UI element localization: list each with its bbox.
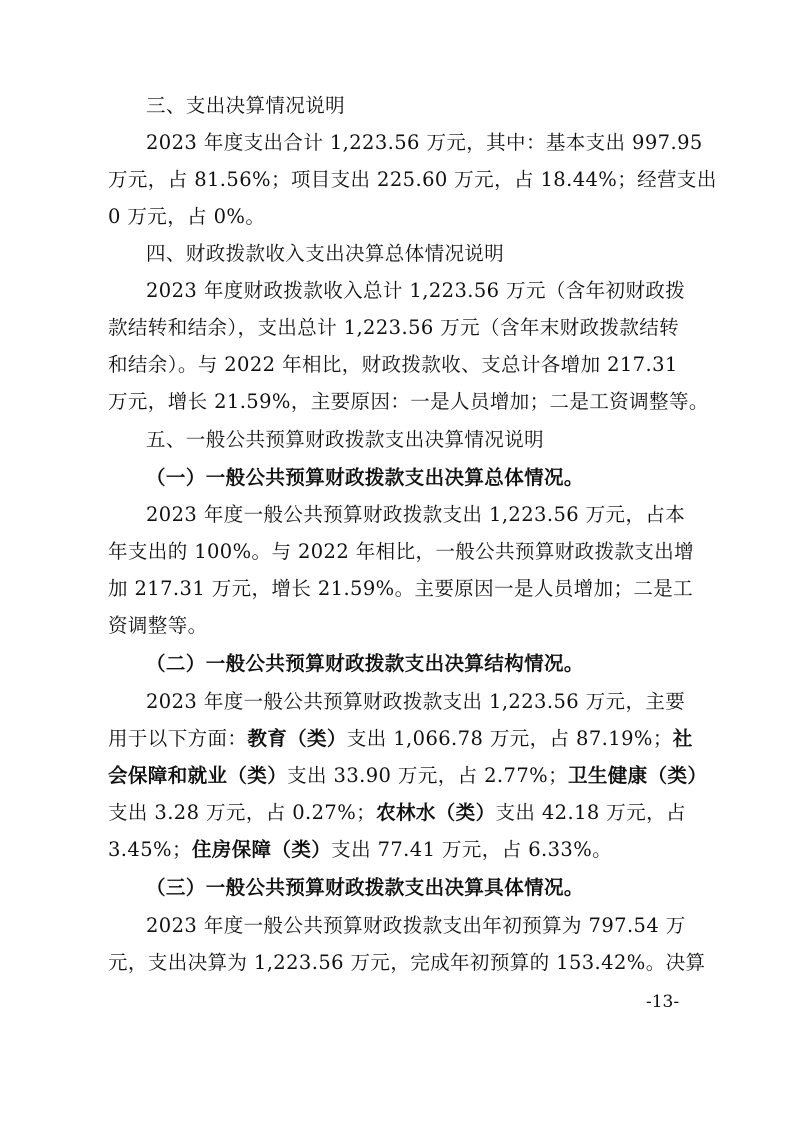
- paragraph-line: 2023 年度一般公共预算财政拨款支出 1,223.56 万元，主要: [146, 690, 686, 713]
- paragraph-line: 款结转和结余），支出总计 1,223.56 万元（含年末财政拨款结转: [108, 316, 680, 339]
- line-text: 用于以下方面：: [108, 727, 248, 750]
- paragraph-line: 2023 年度一般公共预算财政拨款支出 1,223.56 万元，占本: [146, 503, 686, 526]
- line-text: 支出 42.18 万元，占: [495, 801, 686, 824]
- line-text: 支出 3.28 万元，占 0.27%；: [108, 801, 377, 824]
- paragraph-line: [108, 756, 708, 796]
- paragraph-line: [108, 719, 692, 759]
- paragraph-line: 万元，占 81.56%；项目支出 225.60 万元，占 18.44%；经营支出: [108, 168, 717, 191]
- subsection-heading-3: （三）一般公共预算财政拨款支出决算具体情况。: [146, 876, 584, 899]
- paragraph-line: 元，支出决算为 1,223.56 万元，完成年初预算的 153.42%。决算: [108, 951, 706, 974]
- category-label-social-security-start: 社: [672, 727, 693, 750]
- paragraph-line: 资调整等。: [108, 614, 208, 637]
- section-heading-5: 五、一般公共预算财政拨款支出决算情况说明: [146, 428, 545, 451]
- line-text: 支出 77.41 万元，占 6.33%。: [331, 838, 613, 861]
- paragraph-line: 2023 年度支出合计 1,223.56 万元，其中：基本支出 997.95: [146, 131, 703, 154]
- paragraph-line: 0 万元，占 0%。: [108, 205, 266, 228]
- subsection-heading-2: （二）一般公共预算财政拨款支出决算结构情况。: [146, 652, 584, 675]
- category-label-education: 教育（类）: [247, 727, 347, 750]
- paragraph-line: 万元，增长 21.59%，主要原因：一是人员增加；二是工资调整等。: [108, 390, 709, 413]
- category-label-agriculture: 农林水（类）: [376, 801, 496, 824]
- paragraph-line: 2023 年度一般公共预算财政拨款支出年初预算为 797.54 万: [146, 914, 686, 937]
- category-label-health: 卫生健康（类）: [567, 764, 708, 787]
- line-text: 支出 33.90 万元，占 2.77%；: [287, 764, 568, 787]
- subsection-heading-1: （一）一般公共预算财政拨款支出决算总体情况。: [146, 466, 584, 489]
- category-label-housing: 住房保障（类）: [191, 838, 332, 861]
- paragraph-line: 年支出的 100%。与 2022 年相比，一般公共预算财政拨款支出增: [108, 540, 695, 563]
- page-number: -13-: [646, 992, 680, 1012]
- paragraph-line: [108, 830, 692, 870]
- line-text: 支出 1,066.78 万元，占 87.19%；: [346, 727, 673, 750]
- section-heading-3: 三、支出决算情况说明: [146, 94, 346, 117]
- paragraph-line: 和结余）。与 2022 年相比，财政拨款收、支总计各增加 217.31: [108, 353, 678, 376]
- line-text: 3.45%；: [108, 838, 192, 861]
- paragraph-line: [108, 793, 692, 833]
- category-label-social-security: 会保障和就业（类）: [108, 764, 288, 787]
- section-heading-4: 四、财政拨款收入支出决算总体情况说明: [146, 242, 505, 265]
- paragraph-line: 2023 年度财政拨款收入总计 1,223.56 万元（含年初财政拨: [146, 279, 686, 302]
- paragraph-line: 加 217.31 万元，增长 21.59%。主要原因一是人员增加；二是工: [108, 577, 694, 600]
